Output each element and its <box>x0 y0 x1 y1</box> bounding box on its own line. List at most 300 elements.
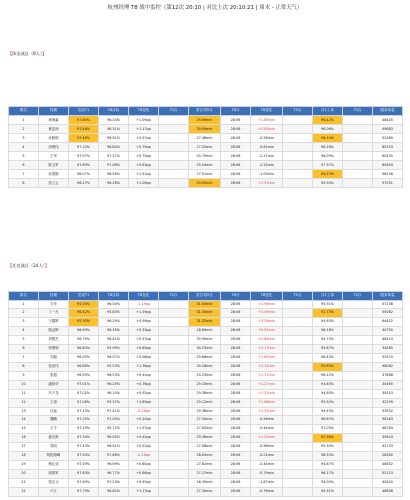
table-row <box>9 318 403 327</box>
table-cell-c11: 46082 <box>373 362 403 371</box>
table-cell-c6: 28:06 <box>221 160 251 169</box>
table-cell-c7: +3.49min <box>251 309 283 318</box>
table-cell-c10 <box>343 151 373 160</box>
table-cell-rank: 7 <box>9 169 39 178</box>
table-cell-c4 <box>159 461 189 470</box>
table-cell-c9: 94.67% <box>313 461 343 470</box>
table-cell-c3: +0.76pp <box>129 380 159 389</box>
table-cell-c6: 28:06 <box>221 487 251 496</box>
table-cell-c5: 30.09min <box>189 124 221 133</box>
column-header: 排名 <box>9 292 39 301</box>
table-cell-rank: 14 <box>9 416 39 425</box>
table-cell-c1: 97.13% <box>69 407 99 416</box>
table-cell-c3: +0.92pp <box>129 389 159 398</box>
table-cell-c8 <box>283 345 313 354</box>
table-cell-c9: 95.63% <box>313 318 343 327</box>
table-section-b <box>8 291 403 497</box>
table-cell-c5: 26.39min <box>189 478 221 487</box>
table-cell-c8 <box>283 354 313 363</box>
table-cell-c10 <box>343 452 373 461</box>
column-header: T5合 <box>283 292 313 301</box>
column-header: T5合 <box>343 107 373 116</box>
table-cell-name: 王宇 <box>39 425 69 434</box>
table-cell-c2: 96.33% <box>99 115 129 124</box>
table-cell-c2: 96.42% <box>99 336 129 345</box>
table-cell-name: 梅汇成 <box>39 461 69 470</box>
table-cell-c6: 28:06 <box>221 169 251 178</box>
table-cell-c1: 96.42% <box>69 309 99 318</box>
table-cell-c5: 25.54min <box>189 160 221 169</box>
table-cell-rank: 8 <box>9 362 39 371</box>
table-cell-c6: 28:06 <box>221 434 251 443</box>
table-cell-c2: 97.24% <box>99 478 129 487</box>
table-cell-c1: 97.01% <box>69 380 99 389</box>
table-row <box>9 345 403 354</box>
table-cell-name: 盛光海 <box>39 434 69 443</box>
table-cell-c8 <box>283 389 313 398</box>
table-cell-rank: 11 <box>9 389 39 398</box>
table-cell-c1: 96.95% <box>69 354 99 363</box>
table-cell-c8 <box>283 160 313 169</box>
table-cell-c11: 39443 <box>373 434 403 443</box>
table-cell-c11: 48652 <box>373 461 403 470</box>
table-cell-c7: -0.76min <box>251 487 283 496</box>
table-cell-rank: 2 <box>9 124 39 133</box>
table-cell-c7: -0.44min <box>251 425 283 434</box>
table-cell-name: 丁一凡 <box>39 309 69 318</box>
column-header: T8变化 <box>129 292 159 301</box>
table-cell-c11: 28560 <box>373 452 403 461</box>
table-cell-c10 <box>343 318 373 327</box>
table-cell-c7: +2.03min <box>251 124 283 133</box>
table-cell-c11: 55062 <box>373 309 403 318</box>
table-cell-c6: 28:06 <box>221 327 251 336</box>
column-header: 首日均5分 <box>189 292 221 301</box>
table-cell-c4 <box>159 115 189 124</box>
table-cell-c6: 28:06 <box>221 318 251 327</box>
table-cell-c4 <box>159 362 189 371</box>
table-cell-c11: 34485 <box>373 380 403 389</box>
table-cell-c1: 96.86% <box>69 362 99 371</box>
table-cell-c11: 52489 <box>373 133 403 142</box>
table-cell-name: 周俊伟 <box>39 142 69 151</box>
table-cell-c4 <box>159 178 189 187</box>
table-cell-rank: 17 <box>9 443 39 452</box>
table-cell-c3: +0.08pp <box>129 354 159 363</box>
table-cell-c9: 96.06% <box>313 124 343 133</box>
table-cell-c9: 93.63% <box>313 380 343 389</box>
table-cell-c3: +0.42pp <box>129 371 159 380</box>
table-cell-c8 <box>283 362 313 371</box>
table-cell-c1: 97.79% <box>69 487 99 496</box>
table-b-header-row <box>9 292 403 301</box>
table-cell-c9: 92.73% <box>313 309 343 318</box>
table-cell-c5: 29.38min <box>189 389 221 398</box>
table-cell-c1: 97.97% <box>69 151 99 160</box>
table-cell-c10 <box>343 478 373 487</box>
table-cell-rank: 3 <box>9 133 39 142</box>
table-cell-c1: 97.59% <box>69 461 99 470</box>
table-cell-c2: 96.91% <box>99 133 129 142</box>
table-section-a <box>8 106 403 188</box>
table-row <box>9 461 403 470</box>
table-cell-c1: 96.27% <box>69 178 99 187</box>
table-row <box>9 478 403 487</box>
table-cell-c2: 96.84% <box>99 142 129 151</box>
table-cell-c3: +0.52pp <box>129 443 159 452</box>
table-cell-c8 <box>283 151 313 160</box>
table-cell-c6: 28:06 <box>221 178 251 187</box>
table-cell-name: 魏鹏 <box>39 416 69 425</box>
column-header: T8变化 <box>129 107 159 116</box>
column-header: 服务单量 <box>373 107 403 116</box>
table-cell-c6: 28:06 <box>221 461 251 470</box>
column-header: T8分 <box>221 107 251 116</box>
table-cell-c4 <box>159 478 189 487</box>
table-cell-c9: 94.23% <box>313 169 343 178</box>
table-cell-name: 章海霖 <box>39 115 69 124</box>
table-cell-c11: 46608 <box>373 487 403 496</box>
table-a-header-row <box>9 107 403 116</box>
table-cell-name: 张超 <box>39 371 69 380</box>
column-header: T5合 <box>343 292 373 301</box>
table-cell-c9: 96.12% <box>313 371 343 380</box>
table-cell-c10 <box>343 425 373 434</box>
table-cell-c9: 98.33% <box>313 452 343 461</box>
table-cell-c6: 28:06 <box>221 371 251 380</box>
table-row <box>9 354 403 363</box>
table-cell-c11: 39253 <box>373 389 403 398</box>
table-cell-rank: 4 <box>9 142 39 151</box>
table-cell-rank: 5 <box>9 151 39 160</box>
table-cell-c1: 97.48% <box>69 124 99 133</box>
table-cell-c2: 96.35% <box>99 327 129 336</box>
table-cell-c1: 97.02% <box>69 389 99 398</box>
table-cell-c11: 32299 <box>373 398 403 407</box>
table-cell-c11: 52970 <box>373 354 403 363</box>
table-row <box>9 336 403 345</box>
table-cell-c8 <box>283 124 313 133</box>
table-cell-c11: 97051 <box>373 178 403 187</box>
table-cell-c4 <box>159 124 189 133</box>
table-cell-c1: 96.69% <box>69 327 99 336</box>
table-cell-c5: 24.79min <box>189 151 221 160</box>
table-cell-c10 <box>343 362 373 371</box>
table-cell-name: 潘林华 <box>39 380 69 389</box>
table-cell-c4 <box>159 470 189 479</box>
table-cell-name: 杨阳海峰 <box>39 452 69 461</box>
table-cell-c9: 94.73% <box>313 336 343 345</box>
table-cell-c7: +1.53min <box>251 178 283 187</box>
table-cell-c6: 28:06 <box>221 115 251 124</box>
table-cell-c10 <box>343 389 373 398</box>
column-header: T5合 <box>159 292 189 301</box>
table-cell-c2: 95.37% <box>99 398 129 407</box>
table-cell-c11: 42733 <box>373 443 403 452</box>
table-cell-c5: 27.48min <box>189 133 221 142</box>
table-cell-c2: 97.05% <box>99 416 129 425</box>
table-cell-c9: 95.87% <box>313 345 343 354</box>
table-cell-c2: 96.56% <box>99 169 129 178</box>
table-cell-c1: 96.84% <box>69 345 99 354</box>
column-header: T5合 <box>159 107 189 116</box>
table-cell-c2: 95.72% <box>99 425 129 434</box>
table-cell-c9: 95.91% <box>313 300 343 309</box>
table-row <box>9 115 403 124</box>
section-b-name: 任也战区（24人） <box>12 263 45 268</box>
table-cell-c11: 56163 <box>373 416 403 425</box>
table-cell-c8 <box>283 416 313 425</box>
table-cell-c10 <box>343 345 373 354</box>
table-cell-c5: 31.04min <box>189 300 221 309</box>
table-cell-c3: +0.45pp <box>129 478 159 487</box>
table-row <box>9 398 403 407</box>
table-cell-c9: 95.00% <box>313 478 343 487</box>
page-title: 杭州经理 T8 战中监控（第12次 20:10 | 对比上次 20:10:21 | 周末 - 正常天气） <box>107 5 303 11</box>
table-cell-c8 <box>283 487 313 496</box>
table-cell-c8 <box>283 300 313 309</box>
table-cell-name: 陈卫军 <box>39 160 69 169</box>
table-cell-c3: +0.99pp <box>129 318 159 327</box>
table-cell-c4 <box>159 160 189 169</box>
table-cell-rank: 18 <box>9 452 39 461</box>
table-row <box>9 452 403 461</box>
section-label-a <box>8 51 46 57</box>
table-cell-name: 黄显涛 <box>39 124 69 133</box>
column-header: T8分 <box>221 292 251 301</box>
table-cell-c6: 28:06 <box>221 142 251 151</box>
table-row <box>9 178 403 187</box>
table-cell-c5: 29.36min <box>189 434 221 443</box>
table-cell-c1: 97.34% <box>69 434 99 443</box>
table-cell-c2: 96.62% <box>99 487 129 496</box>
table-cell-c4 <box>159 371 189 380</box>
column-header: 经理 <box>39 107 69 116</box>
table-cell-c4 <box>159 425 189 434</box>
table-cell-c3: -1.19pp <box>129 300 159 309</box>
table-cell-c10 <box>343 160 373 169</box>
table-cell-c7: +2.12min <box>251 362 283 371</box>
table-cell-c1: 97.06% <box>69 398 99 407</box>
table-cell-c2: 94.83% <box>99 309 129 318</box>
section-a-bracket-open: 【 <box>8 51 13 56</box>
table-cell-c10 <box>343 470 373 479</box>
table-cell-c3: +0.85pp <box>129 345 159 354</box>
table-cell-c5: 31.32min <box>189 318 221 327</box>
table-cell-c7: +0.54min <box>251 327 283 336</box>
table-cell-c8 <box>283 371 313 380</box>
table-cell-c5: 29.68min <box>189 354 221 363</box>
table-cell-rank: 2 <box>9 309 39 318</box>
table-cell-c6: 28:06 <box>221 398 251 407</box>
table-cell-rank: 6 <box>9 345 39 354</box>
table-cell-c3: -0.16pp <box>129 452 159 461</box>
table-cell-c9: 97.05% <box>313 425 343 434</box>
table-cell-c10 <box>343 416 373 425</box>
table-cell-c11: 64452 <box>373 318 403 327</box>
table-cell-c8 <box>283 142 313 151</box>
table-cell-c4 <box>159 151 189 160</box>
table-cell-name: 王耀辉 <box>39 318 69 327</box>
table-cell-c2: 96.77% <box>99 470 129 479</box>
table-cell-c7: -0.79min <box>251 470 283 479</box>
table-cell-c4 <box>159 398 189 407</box>
table-cell-c5: 30.23min <box>189 345 221 354</box>
table-row <box>9 371 403 380</box>
table-cell-rank: 19 <box>9 461 39 470</box>
column-header: T8变化 <box>251 107 283 116</box>
table-cell-name: 孙晓明 <box>39 133 69 142</box>
table-cell-c4 <box>159 434 189 443</box>
table-cell-c10 <box>343 407 373 416</box>
table-cell-c2: 96.91% <box>99 443 129 452</box>
table-cell-c5: 29.38min <box>189 407 221 416</box>
table-cell-c9: 95.30% <box>313 443 343 452</box>
table-cell-c6: 28:06 <box>221 407 251 416</box>
table-cell-c7: -0.98min <box>251 443 283 452</box>
table-cell-name: 杜灿 <box>39 407 69 416</box>
table-row <box>9 142 403 151</box>
column-header: 服务单量 <box>373 292 403 301</box>
table-cell-rank: 20 <box>9 470 39 479</box>
table-row <box>9 434 403 443</box>
table-cell-c9: 96.42% <box>313 115 343 124</box>
table-cell-c7: -1.05min <box>251 169 283 178</box>
table-cell-c7: -2.52min <box>251 160 283 169</box>
table-row <box>9 160 403 169</box>
table-cell-c7: +2.84min <box>251 336 283 345</box>
table-cell-c8 <box>283 309 313 318</box>
table-cell-c7: +2.98min <box>251 300 283 309</box>
column-header: 排名 <box>9 107 39 116</box>
table-cell-c10 <box>343 380 373 389</box>
table-cell-c6: 28:06 <box>221 336 251 345</box>
table-a-body <box>9 115 403 187</box>
section-a-name: 陈龙战区（8人） <box>12 51 43 56</box>
table-cell-name: 王涛 <box>39 398 69 407</box>
table-cell-c5: 29.23min <box>189 371 221 380</box>
table-cell-c11: 48435 <box>373 115 403 124</box>
table-cell-c10 <box>343 487 373 496</box>
table-cell-c1: 97.50% <box>69 452 99 461</box>
table-cell-name: 刘俊杰 <box>39 336 69 345</box>
section-b-bracket-open: 【 <box>8 263 13 268</box>
table-cell-c2: 96.97% <box>99 354 129 363</box>
table-cell-c7: +1.27min <box>251 380 283 389</box>
table-cell-c4 <box>159 354 189 363</box>
table-cell-c3: +0.70pp <box>129 151 159 160</box>
table-cell-c6: 28:06 <box>221 452 251 461</box>
table-cell-c3: +0.42pp <box>129 434 159 443</box>
table-cell-c5: 27.01min <box>189 169 221 178</box>
table-cell-c7: +1.17min <box>251 371 283 380</box>
table-cell-c10 <box>343 142 373 151</box>
table-cell-c3: +0.63pp <box>129 160 159 169</box>
table-cell-c7: +1.32min <box>251 407 283 416</box>
table-cell-c9: 97.37% <box>313 160 343 169</box>
table-cell-c4 <box>159 327 189 336</box>
table-cell-c9: 96.17% <box>313 470 343 479</box>
table-cell-c9: 95.50% <box>313 178 343 187</box>
table-cell-c1: 96.79% <box>69 336 99 345</box>
table-cell-c9: 96.14% <box>313 133 343 142</box>
table-cell-c5: 28.60min <box>189 327 221 336</box>
table-cell-c4 <box>159 416 189 425</box>
table-cell-c5: 30.90min <box>189 336 221 345</box>
table-cell-c6: 28:06 <box>221 362 251 371</box>
table-cell-c4 <box>159 318 189 327</box>
table-cell-c4 <box>159 133 189 142</box>
table-cell-c8 <box>283 452 313 461</box>
table-cell-c9: 98.09% <box>313 151 343 160</box>
table-cell-c9: 94.31% <box>313 487 343 496</box>
table-row <box>9 124 403 133</box>
table-cell-c3: +0.75pp <box>129 142 159 151</box>
table-cell-c10 <box>343 371 373 380</box>
table-cell-name: 刘磊 <box>39 354 69 363</box>
table-row <box>9 362 403 371</box>
table-row <box>9 169 403 178</box>
table-cell-c3: +1.09pp <box>129 115 159 124</box>
table-cell-rank: 10 <box>9 380 39 389</box>
table-cell-c3: +0.20pp <box>129 416 159 425</box>
table-cell-c6: 28:06 <box>221 416 251 425</box>
table-cell-c11: 49883 <box>373 124 403 133</box>
table-cell-c2: 96.31% <box>99 124 129 133</box>
column-header: T8变化 <box>251 292 283 301</box>
table-cell-c6: 28:06 <box>221 443 251 452</box>
table-cell-c2: 97.27% <box>99 151 129 160</box>
table-row <box>9 133 403 142</box>
table-cell-c1: 98.07% <box>69 169 99 178</box>
table-cell-c1: 97.25% <box>69 416 99 425</box>
table-cell-c11: 58208 <box>373 169 403 178</box>
table-cell-c8 <box>283 336 313 345</box>
table-cell-c7: -0.44min <box>251 461 283 470</box>
table-cell-c8 <box>283 443 313 452</box>
table-cell-name: 孙国刚 <box>39 169 69 178</box>
table-cell-c6: 28:06 <box>221 309 251 318</box>
table-cell-c7: +3.26min <box>251 318 283 327</box>
table-cell-c4 <box>159 443 189 452</box>
table-cell-name: 卢江 <box>39 487 69 496</box>
column-header: 完成T1 <box>69 292 99 301</box>
table-cell-c4 <box>159 169 189 178</box>
column-header: T5合 <box>283 107 313 116</box>
column-header: 首日均5分 <box>189 107 221 116</box>
table-cell-c9: 94.40% <box>313 407 343 416</box>
table-row <box>9 309 403 318</box>
table-cell-c10 <box>343 434 373 443</box>
table-cell-c5: 27.08min <box>189 443 221 452</box>
column-header: 经理 <box>39 292 69 301</box>
table-cell-c7: +2.17min <box>251 345 283 354</box>
table-cell-c8 <box>283 461 313 470</box>
table-cell-c3: +1.59pp <box>129 309 159 318</box>
table-cell-c2: 96.10% <box>99 389 129 398</box>
table-cell-c10 <box>343 443 373 452</box>
table-cell-c9: 96.67% <box>313 416 343 425</box>
table-cell-c1: 97.69% <box>69 115 99 124</box>
table-cell-c6: 28:06 <box>221 151 251 160</box>
table-cell-c10 <box>343 169 373 178</box>
table-cell-c2: 96.28% <box>99 178 129 187</box>
table-cell-c5: 27.30min <box>189 487 221 496</box>
table-cell-rank: 12 <box>9 398 39 407</box>
table-cell-c4 <box>159 487 189 496</box>
table-cell-c11: 60435 <box>373 151 403 160</box>
table-cell-c6: 28:06 <box>221 345 251 354</box>
